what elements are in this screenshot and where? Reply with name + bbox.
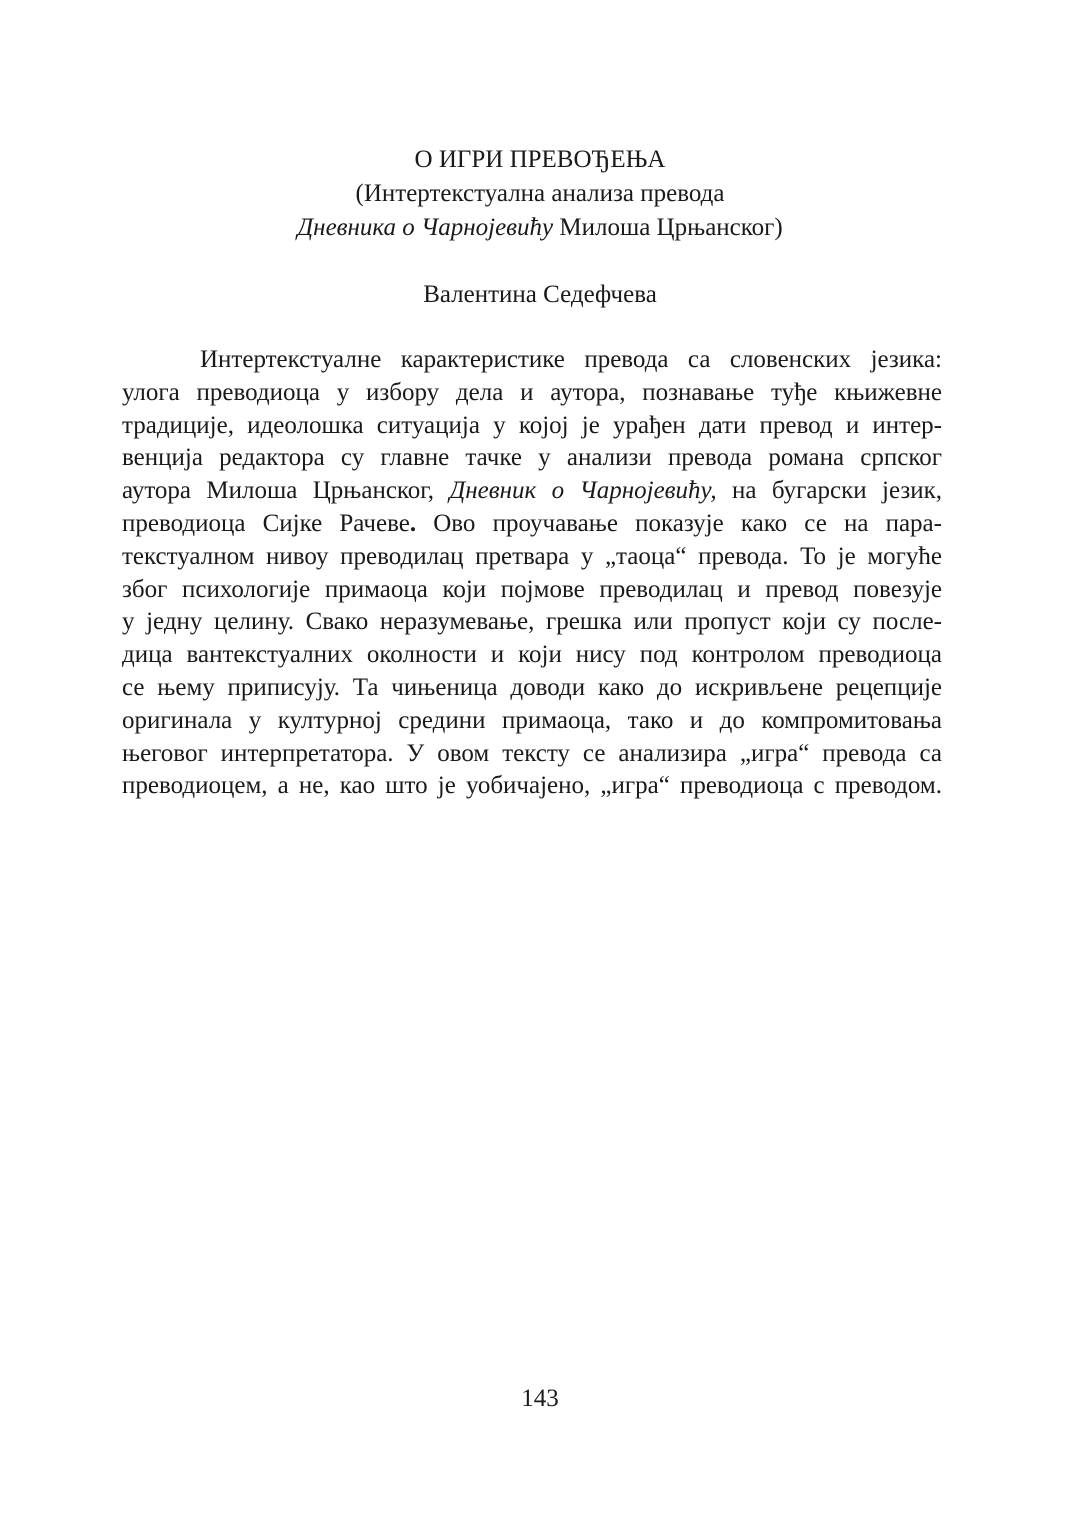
abstract-line: традиције, идеолошка ситуација у којој је урађен дати превод и интер-	[122, 411, 942, 439]
novel-title-inline: Дневник о Чарнојевићу,	[449, 477, 717, 505]
abstract-line: Интертекстуалне карактеристике превода са словенских језика:	[200, 346, 942, 373]
abstract-line	[122, 475, 942, 508]
abstract-line: се њему приписују. Та чињеница доводи како до искривљене рецепције	[122, 673, 942, 701]
abstract-text: аутора Милоша Црњанског,	[122, 477, 450, 505]
abstract-line: у једну целину. Свако неразумевање, грешка или пропуст који су после-	[122, 608, 942, 636]
author-name: Валентина Седефчева	[423, 281, 657, 308]
article-subtitle-line-1: (Интертекстуална анализа превода	[355, 180, 725, 207]
bold-period: .	[409, 509, 417, 537]
article-title: О ИГРИ ПРЕВОЂЕЊА	[414, 146, 666, 173]
abstract-text: на бугарски језик,	[716, 477, 942, 505]
abstract-text: преводиоца Сијке Рачеве	[122, 509, 410, 537]
page-number: 143	[521, 1385, 559, 1412]
abstract-line: дица вантекстуалних околности и који нису под контролом преводиоца	[122, 641, 942, 669]
abstract-line	[122, 508, 942, 541]
abstract-line: улога преводиоца у избору дела и аутора, познавање туђе књижевне	[122, 378, 942, 406]
article-subtitle-line-2	[0, 211, 1080, 245]
article-header	[0, 143, 1080, 245]
subtitle-rest: Милоша Црњанског)	[553, 214, 783, 241]
abstract-line: текстуалном нивоу преводилац претвара у „таоца“ превода. То је могуће	[122, 542, 942, 570]
novel-title: Дневника о Чарнојевићу	[297, 214, 554, 241]
abstract-line: његовог интерпретатора. У овом тексту се анализира „игра“ превода са	[122, 739, 942, 767]
abstract-line: оригинала у културној средини примаоца, тако и до компромитовања	[122, 706, 942, 734]
abstract-text: Ово проучавање показује како се на пара-	[416, 509, 942, 537]
abstract-line: венција редактора су главне тачке у анализи превода романа српског	[122, 444, 942, 472]
abstract-line: преводиоцем, а не, као што је уобичајено, „игра“ преводиоца с преводом.	[122, 772, 942, 800]
abstract-line: због психологије примаоца који појмове преводилац и превод повезује	[122, 575, 942, 603]
abstract	[122, 344, 942, 803]
